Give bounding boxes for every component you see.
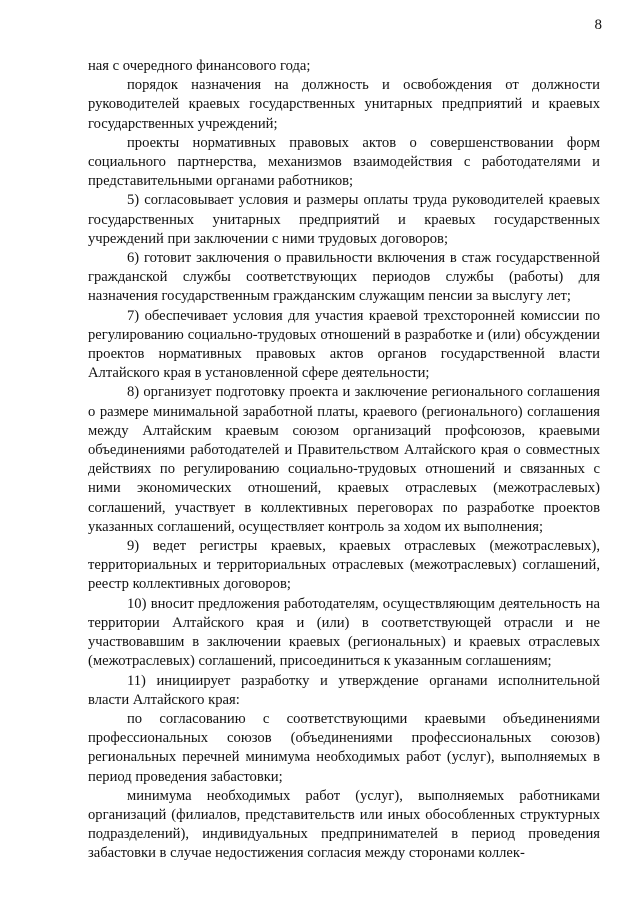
paragraph: 11) инициирует разработку и утверждение органами исполнительной власти Алтайского края: (88, 672, 600, 708)
paragraph: 5) согласовывает условия и размеры оплаты труда руководителей краевых государственных унитарных предприятий и краевых государственных учреждений при заключении с ними трудовых договоров; (88, 192, 600, 247)
page-number: 8 (594, 17, 602, 33)
paragraph: по согласованию с соответствующими краевыми объединениями профессиональных союзов (объединениями профессиональных союзов) региональных перечней минимума необходимых работ (услуг), выполняемых в период проведения забастовки; (88, 710, 600, 785)
document-body (88, 57, 600, 864)
paragraph: 9) ведет регистры краевых, краевых отраслевых (межотраслевых), территориальных и территориальных отраслевых (межотраслевых) соглашений, реестр коллективных договоров; (88, 538, 600, 593)
paragraph: ная с очередного финансового года; (88, 58, 311, 74)
paragraph: 10) вносит предложения работодателям, осуществляющим деятельность на территории Алтайского края и (или) в соответствующей отрасли и не участвовавшим в заключении краевых (региональных) и краевых отраслевых (межотраслевых) соглашений, присоединиться к указанным соглашениям; (88, 595, 600, 670)
paragraph: 7) обеспечивает условия для участия краевой трехсторонней комиссии по регулированию социально-трудовых отношений в разработке и (или) обсуждении проектов нормативных правовых актов органов государственной власти Алтайского края в установленной сфере деятельности; (88, 307, 600, 382)
paragraph: 6) готовит заключения о правильности включения в стаж государственной гражданской службы соответствующих периодов службы (работы) для назначения государственным гражданским служащим пенсии за выслугу лет; (88, 250, 600, 305)
paragraph: минимума необходимых работ (услуг), выполняемых работниками организаций (филиалов, представительств или иных обособленных структурных подразделений), индивидуальных предпринимателей в период проведения забастовки в случае недостижения согласия между сторонами коллек- (88, 787, 600, 862)
paragraph: 8) организует подготовку проекта и заключение регионального соглашения о размере минимальной заработной платы, краевого (регионального) соглашения между Алтайским краевым союзом организаций профсоюзов, краевыми объединениями работодателей и Правительством Алтайского края о совместных действиях по регулированию социально-трудовых отношений и связанных с ними экономических отношений, краевых отраслевых (межотраслевых) соглашений, участвует в коллективных переговорах по разработке проектов указанных соглашений, осуществляет контроль за ходом их выполнения; (88, 384, 600, 535)
paragraph: порядок назначения на должность и освобождения от должности руководителей краевых государственных унитарных предприятий и краевых государственных учреждений; (88, 77, 600, 132)
paragraph: проекты нормативных правовых актов о совершенствовании форм социального партнерства, механизмов взаимодействия с работодателями и представительными органами работников; (88, 134, 600, 190)
